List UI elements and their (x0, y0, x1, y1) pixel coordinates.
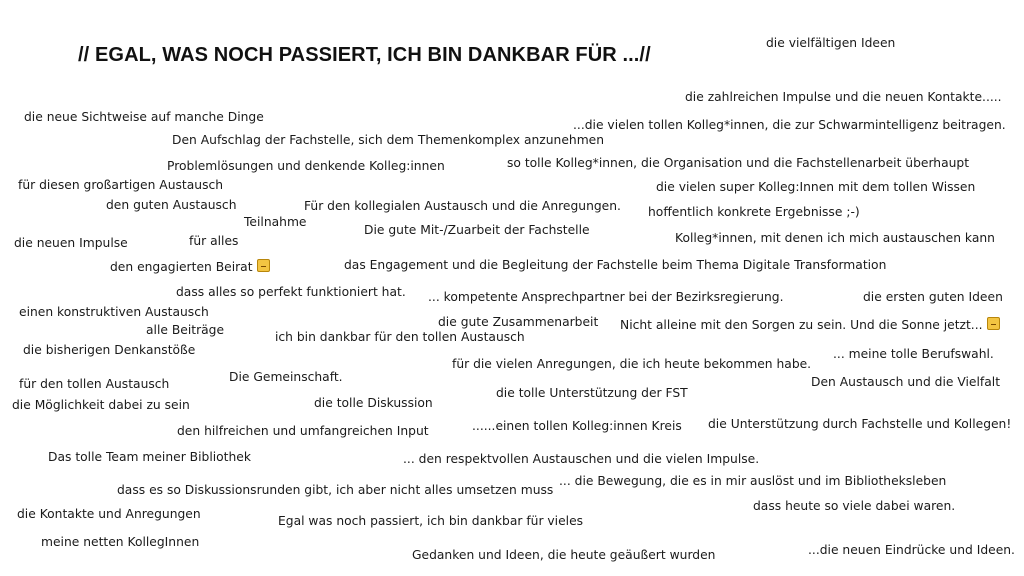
note-item: einen konstruktiven Austausch (19, 305, 209, 319)
note-item: dass heute so viele dabei waren. (753, 499, 956, 513)
note-item: ... den respektvollen Austauschen und die vielen Impulse. (403, 452, 760, 466)
note-item: ich bin dankbar für den tollen Austausch (275, 330, 525, 344)
note-item: den hilfreichen und umfangreichen Input (177, 424, 429, 438)
note-item: dass alles so perfekt funktioniert hat. (176, 285, 406, 299)
note-item: Die Gemeinschaft. (229, 370, 343, 384)
note-item: für die vielen Anregungen, die ich heute bekommen habe. (452, 357, 812, 371)
note-item: die Kontakte und Anregungen (17, 507, 201, 521)
note-item: ...die neuen Eindrücke und Ideen. (808, 543, 1015, 557)
note-text: den engagierten Beirat (110, 260, 253, 274)
note-item: Problemlösungen und denkende Kolleg:innen (167, 159, 445, 173)
note-item: Den Aufschlag der Fachstelle, sich dem Themenkomplex anzunehmen (172, 133, 605, 147)
note-item: die vielen super Kolleg:Innen mit dem tollen Wissen (656, 180, 976, 194)
note-item: die tolle Diskussion (314, 396, 433, 410)
note-item: Die gute Mit-/Zuarbeit der Fachstelle (364, 223, 590, 237)
smiley-sticker-icon (257, 259, 270, 272)
note-item: dass es so Diskussionsrunden gibt, ich aber nicht alles umsetzen muss (117, 483, 554, 497)
note-item-with-emoji (110, 259, 270, 275)
note-item: ......einen tollen Kolleg:innen Kreis (472, 419, 682, 433)
note-item: die vielfältigen Ideen (766, 36, 896, 50)
page-title: // EGAL, WAS NOCH PASSIERT, ICH BIN DANKBAR FÜR ...// (78, 44, 651, 66)
note-item: ...die vielen tollen Kolleg*innen, die zur Schwarmintelligenz beitragen. (573, 118, 1006, 132)
note-item: Teilnahme (244, 215, 307, 229)
note-item: meine netten KollegInnen (41, 535, 200, 549)
note-item: für diesen großartigen Austausch (18, 178, 224, 192)
note-item: die gute Zusammenarbeit (438, 315, 599, 329)
note-item-with-emoji (620, 317, 1000, 333)
smiley-sticker-icon (987, 317, 1000, 330)
note-item: die neuen Impulse (14, 236, 128, 250)
note-item: Den Austausch und die Vielfalt (811, 375, 1001, 389)
note-item: für den tollen Austausch (19, 377, 170, 391)
note-item: Kolleg*innen, mit denen ich mich austauschen kann (675, 231, 995, 245)
note-text: Nicht alleine mit den Sorgen zu sein. Und die Sonne jetzt... (620, 318, 983, 332)
note-item: das Engagement und die Begleitung der Fachstelle beim Thema Digitale Transformation (344, 258, 887, 272)
note-item: die zahlreichen Impulse und die neuen Kontakte..... (685, 90, 1002, 104)
note-item: die neue Sichtweise auf manche Dinge (24, 110, 264, 124)
note-item: ... meine tolle Berufswahl. (833, 347, 994, 361)
note-item: ... kompetente Ansprechpartner bei der Bezirksregierung. (428, 290, 784, 304)
note-item: den guten Austausch (106, 198, 237, 212)
note-item: alle Beiträge (146, 323, 225, 337)
note-item: so tolle Kolleg*innen, die Organisation und die Fachstellenarbeit überhaupt (507, 156, 970, 170)
note-item: Das tolle Team meiner Bibliothek (48, 450, 251, 464)
note-item: Für den kollegialen Austausch und die Anregungen. (304, 199, 621, 213)
note-item: hoffentlich konkrete Ergebnisse ;-) (648, 205, 860, 219)
note-item: die Unterstützung durch Fachstelle und Kollegen! (708, 417, 1012, 431)
note-item: für alles (189, 234, 239, 248)
note-item: die Möglichkeit dabei zu sein (12, 398, 190, 412)
note-item: ... die Bewegung, die es in mir auslöst und im Bibliotheksleben (559, 474, 947, 488)
note-item: die tolle Unterstützung der FST (496, 386, 688, 400)
note-item: Gedanken und Ideen, die heute geäußert wurden (412, 548, 716, 562)
note-item: Egal was noch passiert, ich bin dankbar für vieles (278, 514, 584, 528)
note-item: die bisherigen Denkanstöße (23, 343, 196, 357)
note-item: die ersten guten Ideen (863, 290, 1003, 304)
